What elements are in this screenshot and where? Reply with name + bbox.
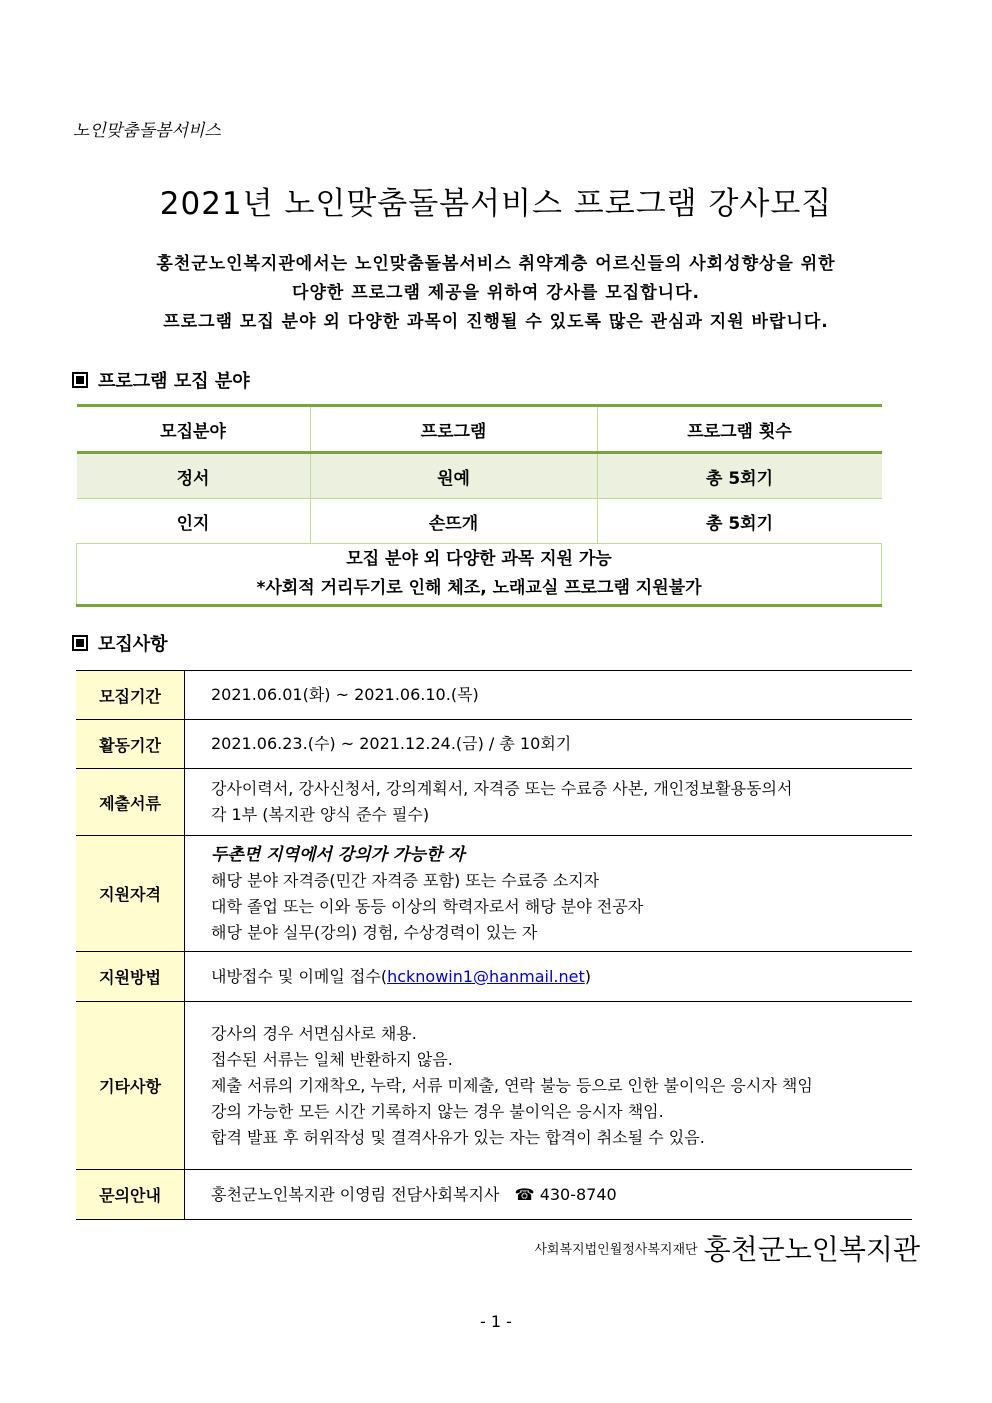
row-value	[185, 769, 913, 836]
column-header: 프로그램 횟수	[597, 406, 882, 453]
method-suffix: )	[584, 966, 592, 986]
row-label: 활동기간	[76, 720, 185, 769]
section-title: 프로그램 모집 분야	[98, 371, 250, 392]
row-value	[185, 836, 913, 952]
foundation-name: 사회복지법인월정사복지재단	[534, 1242, 698, 1258]
intro-line: 홍천군노인복지관에서는 노인맞춤돌봄서비스 취약계층 어르신들의 사회성향상을 위한	[156, 254, 836, 274]
row-label: 지원자격	[76, 836, 185, 952]
table-row	[76, 769, 912, 836]
value-line: 강사이력서, 강사신청서, 강의계획서, 자격증 또는 수료증 사본, 개인정보활용동의서	[211, 779, 793, 798]
value-line: 강사의 경우 서면심사로 채용.	[211, 1023, 417, 1043]
row-label: 기타사항	[76, 1002, 185, 1170]
phone-icon: ☎	[514, 1184, 535, 1204]
table-row	[76, 836, 912, 952]
row-value	[185, 952, 913, 1002]
table-cell: 총 5회기	[597, 499, 882, 544]
value-line: 합격 발표 후 허위작성 및 결격사유가 있는 자는 합격이 취소될 수 있음.	[211, 1127, 705, 1147]
table-row	[77, 453, 882, 499]
square-bullet-icon	[72, 372, 88, 388]
square-bullet-icon	[72, 635, 88, 651]
row-label: 지원방법	[76, 952, 185, 1002]
page-title: 2021년 노인맞춤돌봄서비스 프로그램 강사모집	[159, 186, 833, 222]
row-value	[185, 1170, 913, 1220]
intro-line: 다양한 프로그램 제공을 위하여 강사를 모집합니다.	[292, 283, 700, 303]
recruit-table	[76, 670, 912, 1220]
value-line: 접수된 서류는 일체 반환하지 않음.	[211, 1049, 453, 1069]
page-number: - 1 -	[480, 1312, 512, 1331]
value-line: 대학 졸업 또는 이와 동등 이상의 학력자로서 해당 분야 전공자	[211, 896, 644, 916]
row-label: 문의안내	[76, 1170, 185, 1220]
row-value: 2021.06.01(화) ~ 2021.06.10.(목)	[185, 671, 913, 720]
table-cell: 손뜨개	[310, 499, 597, 544]
table-cell: 총 5회기	[597, 453, 882, 499]
email-link[interactable]: hcknowin1@hanmail.net	[387, 966, 585, 986]
value-line: 해당 분야 자격증(민간 자격증 포함) 또는 수료증 소지자	[211, 870, 600, 890]
phone-number: 430-8740	[539, 1184, 617, 1204]
value-line: 강의 가능한 모든 시간 기록하지 않는 경우 불이익은 응시자 책임.	[211, 1101, 664, 1121]
row-label: 모집기간	[76, 671, 185, 720]
table-cell: 원예	[310, 453, 597, 499]
organization-name: 홍천군노인복지관	[703, 1233, 920, 1266]
value-line: 제출 서류의 기재착오, 누락, 서류 미제출, 연락 불능 등으로 인한 불이익은 응시자 책임	[211, 1075, 813, 1095]
table-row	[76, 1002, 912, 1170]
column-header: 모집분야	[77, 406, 311, 453]
section-title: 모집사항	[98, 634, 168, 655]
table-row	[77, 499, 882, 544]
row-label: 제출서류	[76, 769, 185, 836]
intro-line: 프로그램 모집 분야 외 다양한 과목이 진행될 수 있도록 많은 관심과 지원 바랍니다.	[163, 312, 829, 332]
table-row	[76, 1170, 912, 1220]
footer-organization	[534, 1228, 920, 1268]
section-heading-programs	[72, 367, 250, 393]
section-heading-recruit	[72, 630, 168, 656]
intro-text	[0, 250, 992, 337]
table-note-row	[77, 544, 882, 606]
header-note: 노인맞춤돌봄서비스	[73, 121, 221, 141]
table-row	[76, 671, 912, 720]
value-line: 각 1부 (복지관 양식 준수 필수)	[211, 805, 430, 824]
method-text: 내방접수 및 이메일 접수(	[211, 966, 388, 986]
table-row	[76, 952, 912, 1002]
program-table	[76, 404, 882, 607]
note-line: *사회적 거리두기로 인해 체조, 노래교실 프로그램 지원불가	[256, 578, 702, 598]
column-header: 프로그램	[310, 406, 597, 453]
row-value: 2021.06.23.(수) ~ 2021.12.24.(금) / 총 10회기	[185, 720, 913, 769]
table-header-row	[77, 406, 882, 453]
note-line: 모집 분야 외 다양한 과목 지원 가능	[346, 549, 612, 569]
row-value	[185, 1002, 913, 1170]
contact-text: 홍천군노인복지관 이영림 전담사회복지사	[211, 1184, 500, 1204]
table-cell: 인지	[77, 499, 311, 544]
emphasis-line: 두촌면 지역에서 강의가 가능한 자	[211, 844, 465, 865]
table-row	[76, 720, 912, 769]
table-cell: 정서	[77, 453, 311, 499]
value-line: 해당 분야 실무(강의) 경험, 수상경력이 있는 자	[211, 922, 538, 942]
table-note	[77, 544, 882, 606]
